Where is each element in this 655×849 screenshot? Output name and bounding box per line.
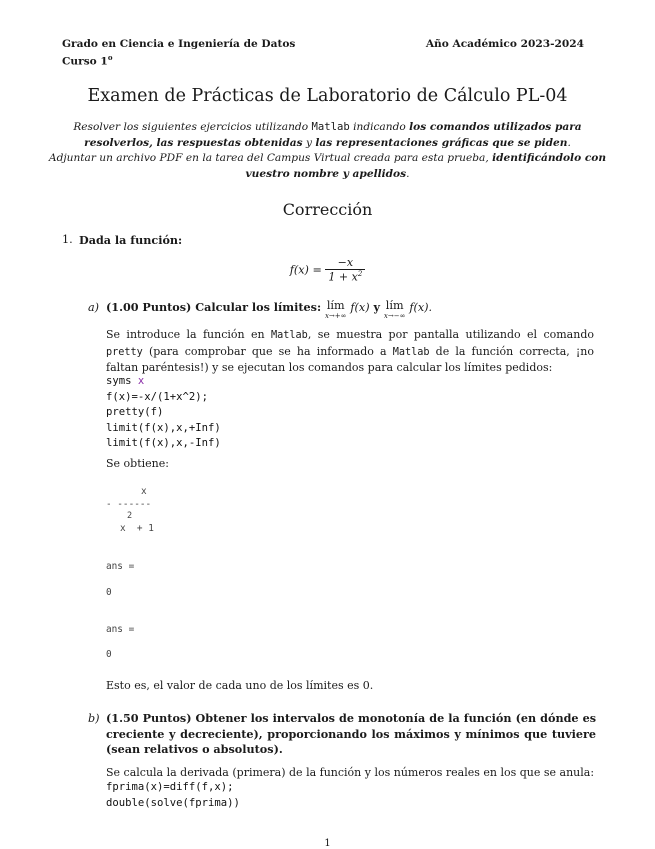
exam-title: Examen de Prácticas de Laboratorio de Cálculo PL-04 [87, 86, 568, 106]
code-line: double(solve(fprima)) [106, 796, 240, 809]
output-value-1: 0 [106, 587, 112, 598]
output-numerator: x [141, 486, 147, 497]
question-1-label: Dada la función: [79, 233, 183, 247]
part-a-statement: (1.00 Puntos) Calcular los límites: lím x→+∞ f(x) y lím x→−∞ f(x). [106, 299, 433, 320]
part-a-explanation: Se introduce la función en Matlab, se muestra por pantalla utilizando el comando pretty (para comprobar que se ha informado a Matlab de la función correcta, ¡no faltan paréntesis!) y se ejecutan los comandos para calcular los límites pedidos: [106, 328, 595, 374]
code-line: fprima(x)=diff(f,x); [106, 781, 234, 793]
question-1-number: 1. [62, 233, 73, 246]
output-ans-1: ans = [106, 561, 135, 572]
function-formula: f(x) = $\frac{-x}{1 + x^2}$ [0, 256, 655, 284]
header-academic-year: Año Académico 2023-2024 [425, 38, 584, 50]
part-b-code [106, 780, 240, 811]
code-line: limit(f(x),x,-Inf) [106, 437, 221, 449]
section-title: Corrección [282, 200, 373, 219]
header-degree: Grado en Ciencia e Ingeniería de Datos [62, 38, 296, 50]
output-ans-2: ans = [106, 624, 135, 635]
code-line: f(x)=-x/(1+x^2); [106, 390, 209, 403]
output-denominator: x + 1 [120, 523, 154, 534]
instructions: Resolver los siguientes ejercicios utilizando Matlab indicando los comandos utilizados para resolverlos, las respuestas obtenidas y las representaciones gráficas que se piden. Adjuntar un archivo PDF en la tarea del Campus Virtual creada para esta prueba, identificándolo con vuestro nombre y apellidos. [48, 121, 607, 180]
part-a-marker: a) [88, 301, 100, 314]
output-fraction-bar: - ------ [106, 499, 152, 510]
code-line: syms x [106, 375, 145, 387]
part-a-conclusion: Esto es, el valor de cada uno de los límites es 0. [106, 679, 374, 692]
part-a-code [106, 374, 221, 452]
output-exponent: 2 [127, 511, 133, 521]
part-b-description: Se calcula la derivada (primera) de la función y los números reales en los que se anula: [106, 766, 595, 779]
part-a-obtiene: Se obtiene: [106, 457, 169, 470]
part-b-marker: b) [88, 712, 100, 725]
code-line: pretty(f) [106, 406, 164, 418]
header-course: Curso 1$^o$ [62, 53, 113, 68]
code-line: limit(f(x),x,+Inf) [106, 421, 221, 434]
output-value-2: 0 [106, 649, 112, 660]
part-b-statement: (1.50 Puntos) Obtener los intervalos de monotonía de la función (en dónde es creciente y decreciente), proporcionando los máximos y mínimos que tuviere (sean relativos o absolutos). [106, 711, 596, 756]
page-number: 1 [324, 838, 331, 849]
